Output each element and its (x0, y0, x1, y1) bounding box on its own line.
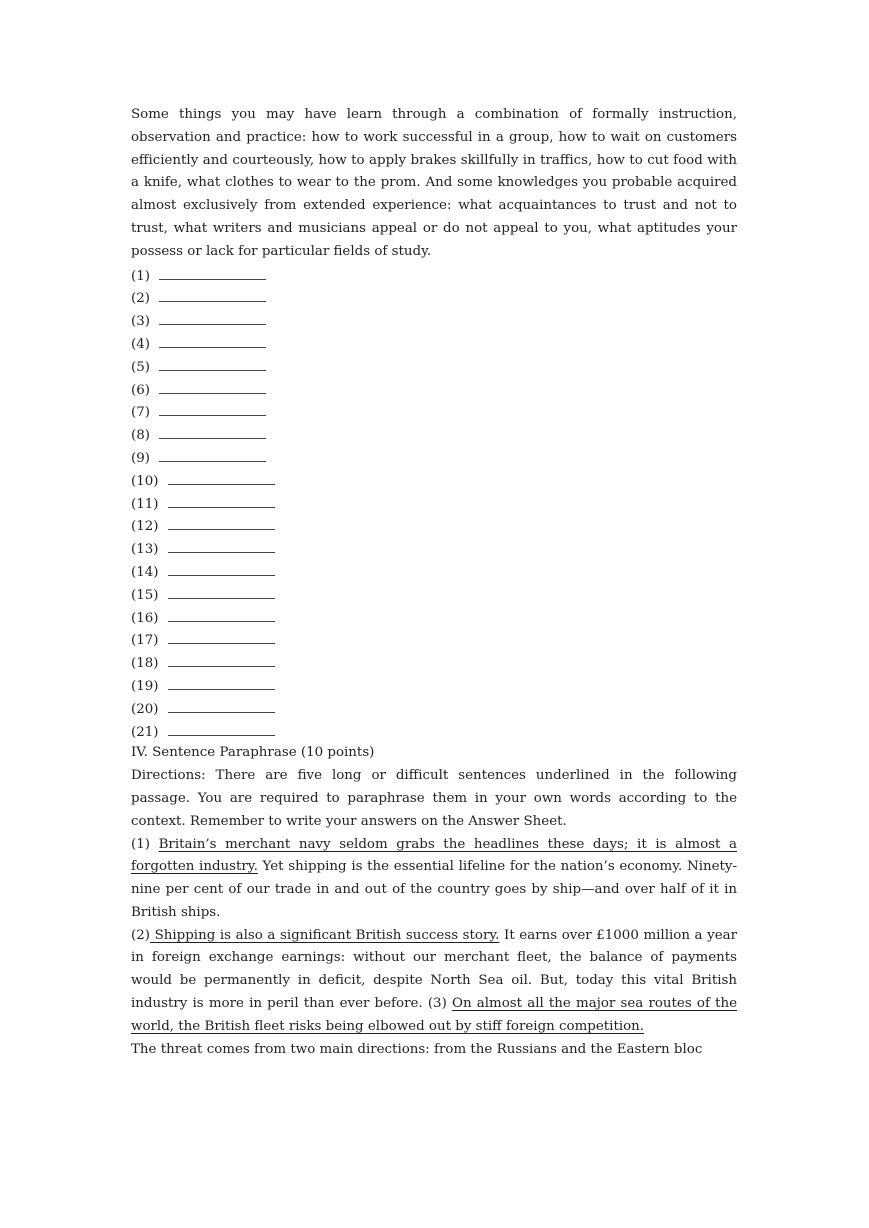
answer-blank-row (131, 355, 737, 378)
answer-blank-line[interactable] (159, 378, 266, 394)
answer-blank-list (131, 264, 737, 743)
answer-blank-line[interactable] (168, 560, 275, 576)
answer-blank-label: (10) (131, 473, 159, 489)
answer-blank-line[interactable] (159, 446, 266, 462)
document-page (131, 104, 737, 1061)
answer-blank-line[interactable] (168, 651, 275, 667)
answer-blank-label: (7) (131, 405, 150, 421)
answer-blank-row (131, 286, 737, 309)
answer-blank-row (131, 423, 737, 446)
answer-blank-label: (15) (131, 587, 159, 603)
answer-blank-line[interactable] (159, 264, 266, 280)
passage-paragraph-1 (131, 834, 737, 925)
answer-blank-label: (21) (131, 724, 159, 740)
answer-blank-line[interactable] (168, 674, 275, 690)
paragraph-text: Yet shipping is the essential lifeline for the nation’s economy. Ninety-nine per cent of our trade in and out of the country goes by ship—and over half of it in British ships. (131, 859, 738, 920)
answer-blank-label: (19) (131, 678, 159, 694)
answer-blank-line[interactable] (159, 355, 266, 371)
answer-blank-line[interactable] (168, 492, 275, 508)
sentence-number: (2) (131, 927, 150, 943)
underlined-sentence-1: Britain’s merchant navy seldom grabs the headlines these days; it is almost a forgotten industry. (131, 836, 737, 875)
section-heading: IV. Sentence Paraphrase (10 points) (131, 745, 375, 761)
underlined-sentence-2: Shipping is also a significant British success story. (149, 927, 500, 943)
answer-blank-line[interactable] (168, 606, 275, 622)
answer-blank-line[interactable] (168, 583, 275, 599)
underlined-sentence-3: On almost all the major sea routes of the world, the British fleet risks being elbowed out by stiff foreign competition. (131, 996, 738, 1034)
answer-blank-row (131, 720, 737, 743)
answer-blank-line[interactable] (168, 537, 275, 553)
answer-blank-row (131, 560, 737, 583)
answer-blank-label: (8) (131, 428, 150, 444)
answer-blank-label: (3) (131, 314, 150, 330)
answer-blank-line[interactable] (168, 514, 275, 530)
answer-blank-line[interactable] (168, 628, 275, 644)
answer-blank-line[interactable] (168, 697, 275, 713)
answer-blank-label: (9) (131, 450, 150, 466)
answer-blank-row (131, 469, 737, 492)
answer-blank-label: (16) (131, 610, 159, 626)
answer-blank-row (131, 492, 737, 515)
answer-blank-line[interactable] (168, 720, 275, 736)
answer-blank-label: (17) (131, 633, 159, 649)
answer-blank-label: (2) (131, 291, 150, 307)
answer-blank-label: (6) (131, 382, 150, 398)
answer-blank-row (131, 514, 737, 537)
answer-blank-row (131, 697, 737, 720)
answer-blank-label: (18) (131, 656, 159, 672)
answer-blank-line[interactable] (159, 400, 266, 416)
answer-blank-row (131, 583, 737, 606)
answer-blank-row (131, 400, 737, 423)
answer-blank-row (131, 264, 737, 287)
answer-blank-line[interactable] (159, 286, 266, 302)
answer-blank-line[interactable] (159, 309, 266, 325)
answer-blank-label: (11) (131, 496, 159, 512)
answer-blank-row (131, 674, 737, 697)
answer-blank-row (131, 651, 737, 674)
answer-blank-row (131, 378, 737, 401)
answer-blank-line[interactable] (159, 332, 266, 348)
section-directions: Directions: There are five long or difficult sentences underlined in the following passage. You are required to paraphrase them in your own words according to the context. Remember to write your answers on the Answer Sheet. (131, 768, 737, 829)
answer-blank-row (131, 332, 737, 355)
answer-blank-row (131, 606, 737, 629)
answer-blank-row (131, 628, 737, 651)
answer-blank-label: (12) (131, 519, 159, 535)
passage-paragraph-3: The threat comes from two main directions: from the Russians and the Eastern bloc (131, 1041, 703, 1057)
answer-blank-line[interactable] (168, 469, 275, 485)
answer-blank-label: (4) (131, 336, 150, 352)
answer-blank-row (131, 446, 737, 469)
answer-blank-label: (20) (131, 701, 159, 717)
answer-blank-label: (14) (131, 564, 159, 580)
sentence-number: (1) (131, 836, 159, 852)
passage-paragraph-2 (131, 925, 737, 1039)
paragraph-text: It earns over £1000 million a year in foreign exchange earnings: without our merchant fleet, the balance of payments would be permanently in deficit, despite North Sea oil. But, today this vital British industry is more in peril than ever before. (3) (131, 927, 738, 1012)
passage-intro: Some things you may have learn through a combination of formally instruction, observation and practice: how to work successful in a group, how to wait on customers efficiently and courteously, how to apply brakes skillfully in traffics, how to cut food with a knife, what clothes to wear to the prom. And some knowledges you probable acquired almost exclusively from extended experience: what acquaintances to trust and not to trust, what writers and musicians appeal or do not appeal to you, what aptitudes your possess or lack for particular fields of study. (131, 107, 737, 259)
answer-blank-row (131, 309, 737, 332)
answer-blank-label: (1) (131, 268, 150, 284)
answer-blank-row (131, 537, 737, 560)
answer-blank-label: (13) (131, 542, 159, 558)
answer-blank-line[interactable] (159, 423, 266, 439)
answer-blank-label: (5) (131, 359, 150, 375)
